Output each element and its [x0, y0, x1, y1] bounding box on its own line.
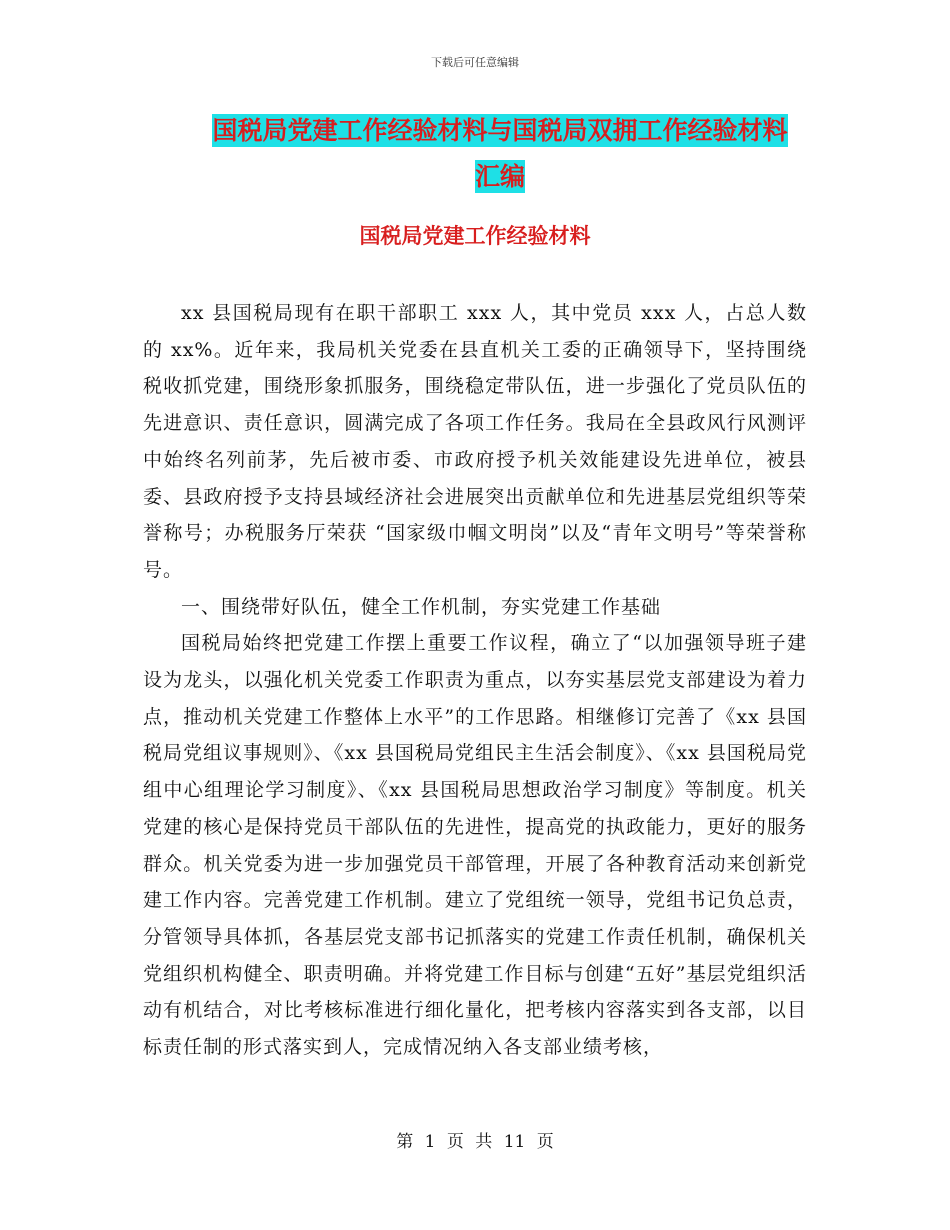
page-footer: 第 1 页 共 11 页 — [396, 1132, 554, 1152]
document-title-line2: 汇编 — [474, 162, 525, 191]
paragraph-body-1: 国税局始终把党建工作摆上重要工作议程，确立了“以加强领导班子建设为龙头，以强化机关党委工作职责为重点，以夯实基层党支部建设为着力点，推动机关党建工作整体上水平”的工作思路。相继修订完善了《xx 县国税局党组议事规则》、《xx 县国税局党组民主生活会制度》、《xx 县国税局党组中心组理论学习制度》、《xx 县国税局思想政治学习制度》等制度。机关党建的核心是保持党员干部队伍的先进性，提高党的执政能力，更好的服务群众。机关党委为进一步加强党员干部管理，开展了各种教育活动来创新党建工作内容。完善党建工作机制。建立了党组统一领导，党组书记负总责，分管领导具体抓，各基层党支部书记抓落实的党建工作责任机制，确保机关党组织机构健全、职责明确。并将党建工作目标与创建“五好”基层党组织活动有机结合，对比考核标准进行细化量化，把考核内容落实到各支部，以目标责任制的形式落实到人，完成情况纳入各支部业绩考核， — [143, 632, 807, 1059]
section-title: 国税局党建工作经验材料 — [359, 224, 591, 248]
body-text — [143, 295, 807, 1066]
paragraph-intro: xx 县国税局现有在职干部职工 xxx 人，其中党员 xxx 人，占总人数的 xx%。近年来，我局机关党委在县直机关工委的正确领导下，坚持围绕税收抓党建，围绕形象抓服务，围绕稳定带队伍，进一步强化了党员队伍的先进意识、责任意识，圆满完成了各项工作任务。我局在全县政风行风测评中始终名列前茅，先后被市委、市政府授予机关效能建设先进单位，被县委、县政府授予支持县域经济社会进展突出贡献单位和先进基层党组织等荣誉称号；办税服务厅荣获 “国家级巾帼文明岗”以及“青年文明号”等荣誉称号。 — [143, 302, 807, 581]
document-title-line1: 国税局党建工作经验材料与国税局双拥工作经验材料 — [212, 116, 788, 145]
paragraph-heading-1: 一、围绕带好队伍，健全工作机制，夯实党建工作基础 — [181, 595, 662, 618]
document-title — [190, 108, 810, 200]
header-note: 下载后可任意编辑 — [431, 56, 519, 69]
